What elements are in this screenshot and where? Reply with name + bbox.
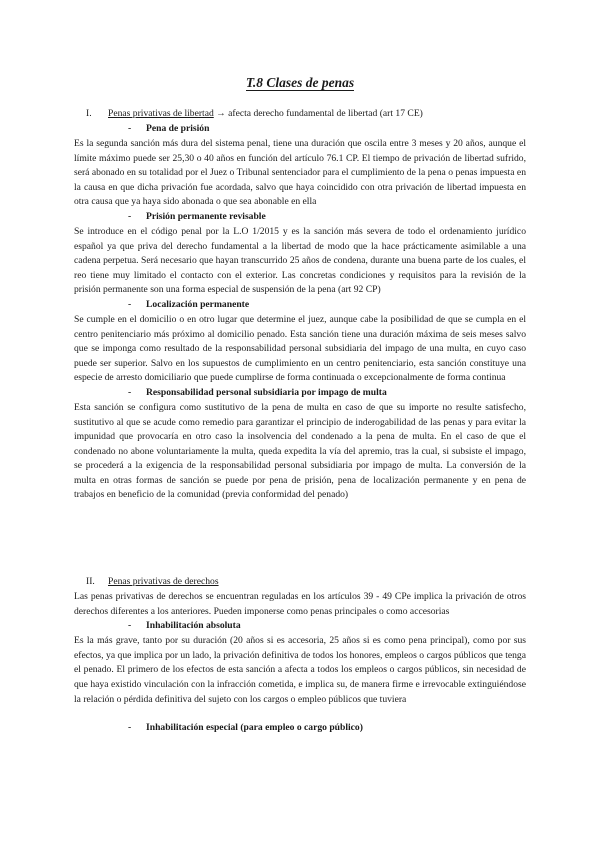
section-heading	[74, 575, 526, 590]
subsection-heading-prision-permanente: - Prisión permanente revisable	[128, 210, 266, 222]
subsection-heading-inhabilitacion-especial: - Inhabilitación especial (para empleo o cargo público)	[128, 722, 363, 734]
paragraph-responsabilidad: Esta sanción se configura como sustitutivo de la pena de multa en caso de que su importe no resulte satisfecho, sustitutivo al que se acude como remedio para garantizar el principio de inderogabilidad de las penas y para evitar la impunidad que provocaría en otro caso la insolvencia del condenado a la pena de multa. En el caso de que el condenado no abone voluntariamente la multa, queda expedita la vía del apremio, tras la cual, si subsiste el impago, se procederá a la exigencia de la responsabilidad personal subsidiaria por impago de multa. La conversión de la multa en otras formas de sanción se puede por pena de prisión, pena de localización permanente y en pena de trabajos en beneficio de la comunidad (previa conformidad del penado)	[74, 401, 526, 501]
paragraph-inhabilitacion-absoluta: Es la más grave, tanto por su duración (20 años si es accesoria, 25 años si es como pena principal), como por sus efectos, ya que implica por un lado, la privación definitiva de todos los honores, empleos o cargos públicos que tenga el penado. El primero de los efectos de esta sanción a afecta a todos los empleos o cargos públicos, sin necesidad de que haya existido vinculación con la infracción cometida, e implica su, de manera firme e irrevocable extinguiéndose la relación o pérdida definitiva del sujeto con los cargos o empleo públicos que tuviera	[74, 635, 526, 705]
subsection-heading-pena-prision: - Pena de prisión	[128, 123, 210, 134]
subsection-heading-localizacion: - Localización permanente	[128, 298, 250, 310]
page-title: T.8 Clases de penas	[245, 75, 355, 90]
paragraph-localizacion: Se cumple en el domicilio o en otro lugar que determine el juez, aunque cabe la posibilidad de que se cumpla en el centro penitenciario más próximo al domicilio penado. Esta sanción tiene una duración máxima de seis meses salvo que se imponga como resultado de la responsabilidad personal subsidiaria del impago de una multa, en cuyo caso puede ser superior. Salvo en los supuestos de cumplimiento en un centro penitenciario, esta sanción constituye una especie de arresto domiciliario que puede cumplirse de forma continuada o excepcionalmente de forma continua	[74, 313, 526, 384]
section-number: II.	[86, 576, 95, 587]
section-penas-privativas-derechos	[74, 575, 526, 736]
paragraph-pena-prision: Es la segunda sanción más dura del sistema penal, tiene una duración que oscila entre 3 meses y 20 años, aunque el límite máximo puede ser 25,30 o 40 años en función del artículo 76.1 CP. El tiempo de privación de libertad sufrido, será abonado en su totalidad por el Juez o Tribunal sentenciador para el cumplimiento de la pena o penas impuesta en la causa en que dicha privación fue acordada, salvo que haya coincidido con otra privación de libertad impuesta en otra causa que ya haya sido abonada o que sea abonable en ella	[74, 138, 526, 208]
section-number: I.	[86, 108, 92, 119]
section-penas-privativas-libertad	[74, 107, 526, 503]
section-heading-text: Penas privativas de libertad	[108, 108, 214, 119]
section-heading-text: Penas privativas de derechos	[108, 576, 219, 587]
subsection-heading-inhabilitacion-absoluta: - Inhabilitación absoluta	[128, 620, 241, 632]
paragraph-intro-derechos: Las penas privativas de derechos se encuentran reguladas en los artículos 39 - 49 CPe implica la privación de otros derechos diferentes a los anteriores. Pueden imponerse como penas principales o como accesorias	[74, 591, 526, 617]
subsection-heading-responsabilidad: - Responsabilidad personal subsidiaria por impago de multa	[128, 386, 387, 398]
section-heading-suffix: → afecta derecho fundamental de libertad (art 17 CE)	[216, 108, 423, 119]
paragraph-prision-permanente: Se introduce en el código penal por la L.O 1/2015 y es la sanción más severa de todo el ordenamiento jurídico español ya que priva del derecho fundamental a la libertad de modo que la hace prácticamente asimilable a una cadena perpetua. Será necesario que hayan transcurrido 25 años de condena, durante una buena parte de los cuales, el reo tiene muy limitado el contacto con el exterior. Las concretas condiciones y requisitos para la revisión de la prisión permanente son una forma especial de suspensión de la pena (art 92 CP)	[74, 225, 526, 296]
section-heading	[74, 107, 526, 122]
